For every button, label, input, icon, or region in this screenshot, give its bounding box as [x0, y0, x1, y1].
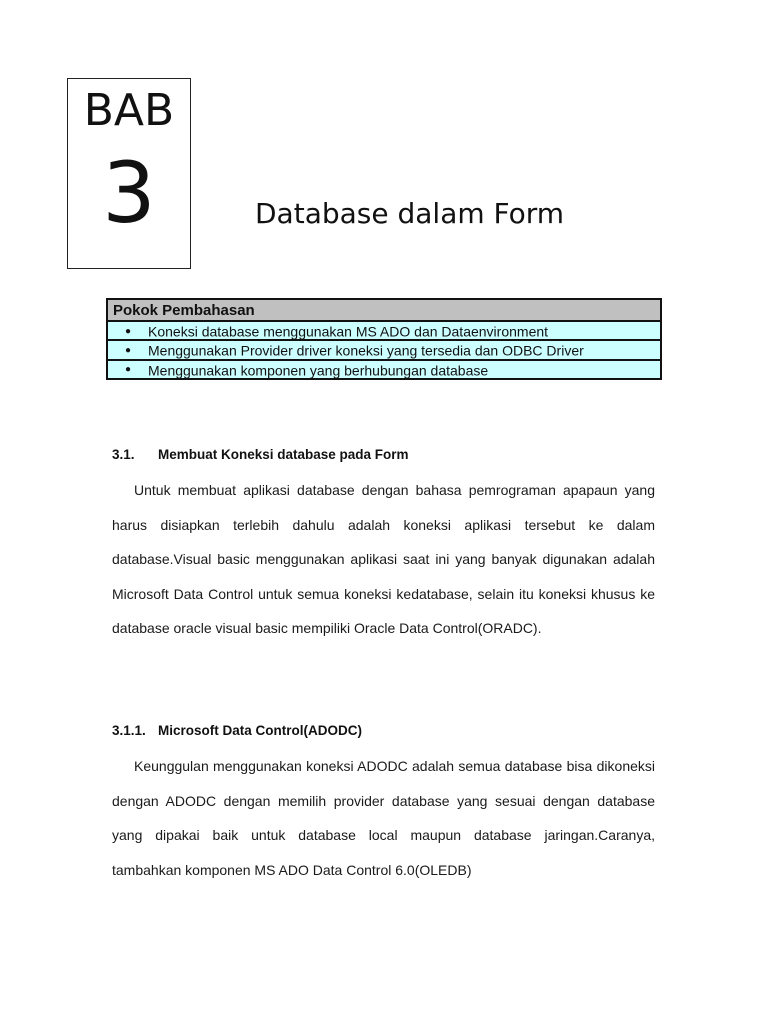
chapter-title: Database dalam Form	[255, 197, 565, 230]
section-heading-3-1	[112, 447, 409, 462]
bullet-icon: ●	[124, 364, 132, 376]
topic-row	[107, 321, 661, 340]
bullet-icon: ●	[124, 325, 132, 337]
bullet-icon: ●	[124, 345, 132, 357]
section-title: Membuat Koneksi database pada Form	[158, 447, 409, 462]
section-title: Microsoft Data Control(ADODC)	[158, 723, 362, 738]
chapter-box	[67, 78, 191, 269]
topic-row	[107, 360, 661, 379]
section-number: 3.1.	[112, 447, 135, 462]
section-paragraph	[112, 473, 655, 646]
topics-table	[106, 298, 662, 380]
paragraph-text: Untuk membuat aplikasi database dengan bahasa pemrograman apapaun yang harus disiapkan terlebih dahulu adalah koneksi aplikasi tersebut ke dalam database.Visual basic menggunakan aplikasi saat ini yang banyak digunakan adalah Microsoft Data Control untuk semua koneksi kedatabase, selain itu koneksi khusus ke database oracle visual basic mempiliki Oracle Data Control(ORADC).	[112, 482, 655, 636]
topic-item: Koneksi database menggunakan MS ADO dan Dataenvironment	[148, 323, 549, 340]
paragraph-text: Keunggulan menggunakan koneksi ADODC adalah semua database bisa dikoneksi dengan ADODC dengan memilih provider database yang sesuai dengan database yang dipakai baik untuk database local maupun database jaringan.Caranya, tambahkan komponen MS ADO Data Control 6.0(OLEDB)	[112, 758, 655, 878]
topic-item: Menggunakan komponen yang berhubungan database	[148, 361, 489, 378]
chapter-number: 3	[102, 144, 156, 242]
section-heading-3-1-1	[112, 723, 362, 738]
section-number: 3.1.1.	[112, 723, 146, 738]
topic-item: Menggunakan Provider driver koneksi yang tersedia dan ODBC Driver	[148, 342, 584, 359]
topic-row	[107, 340, 661, 359]
topics-header-row	[107, 299, 661, 321]
chapter-label: BAB	[83, 85, 175, 136]
topics-header: Pokok Pembahasan	[107, 299, 661, 321]
section-paragraph	[112, 749, 655, 887]
